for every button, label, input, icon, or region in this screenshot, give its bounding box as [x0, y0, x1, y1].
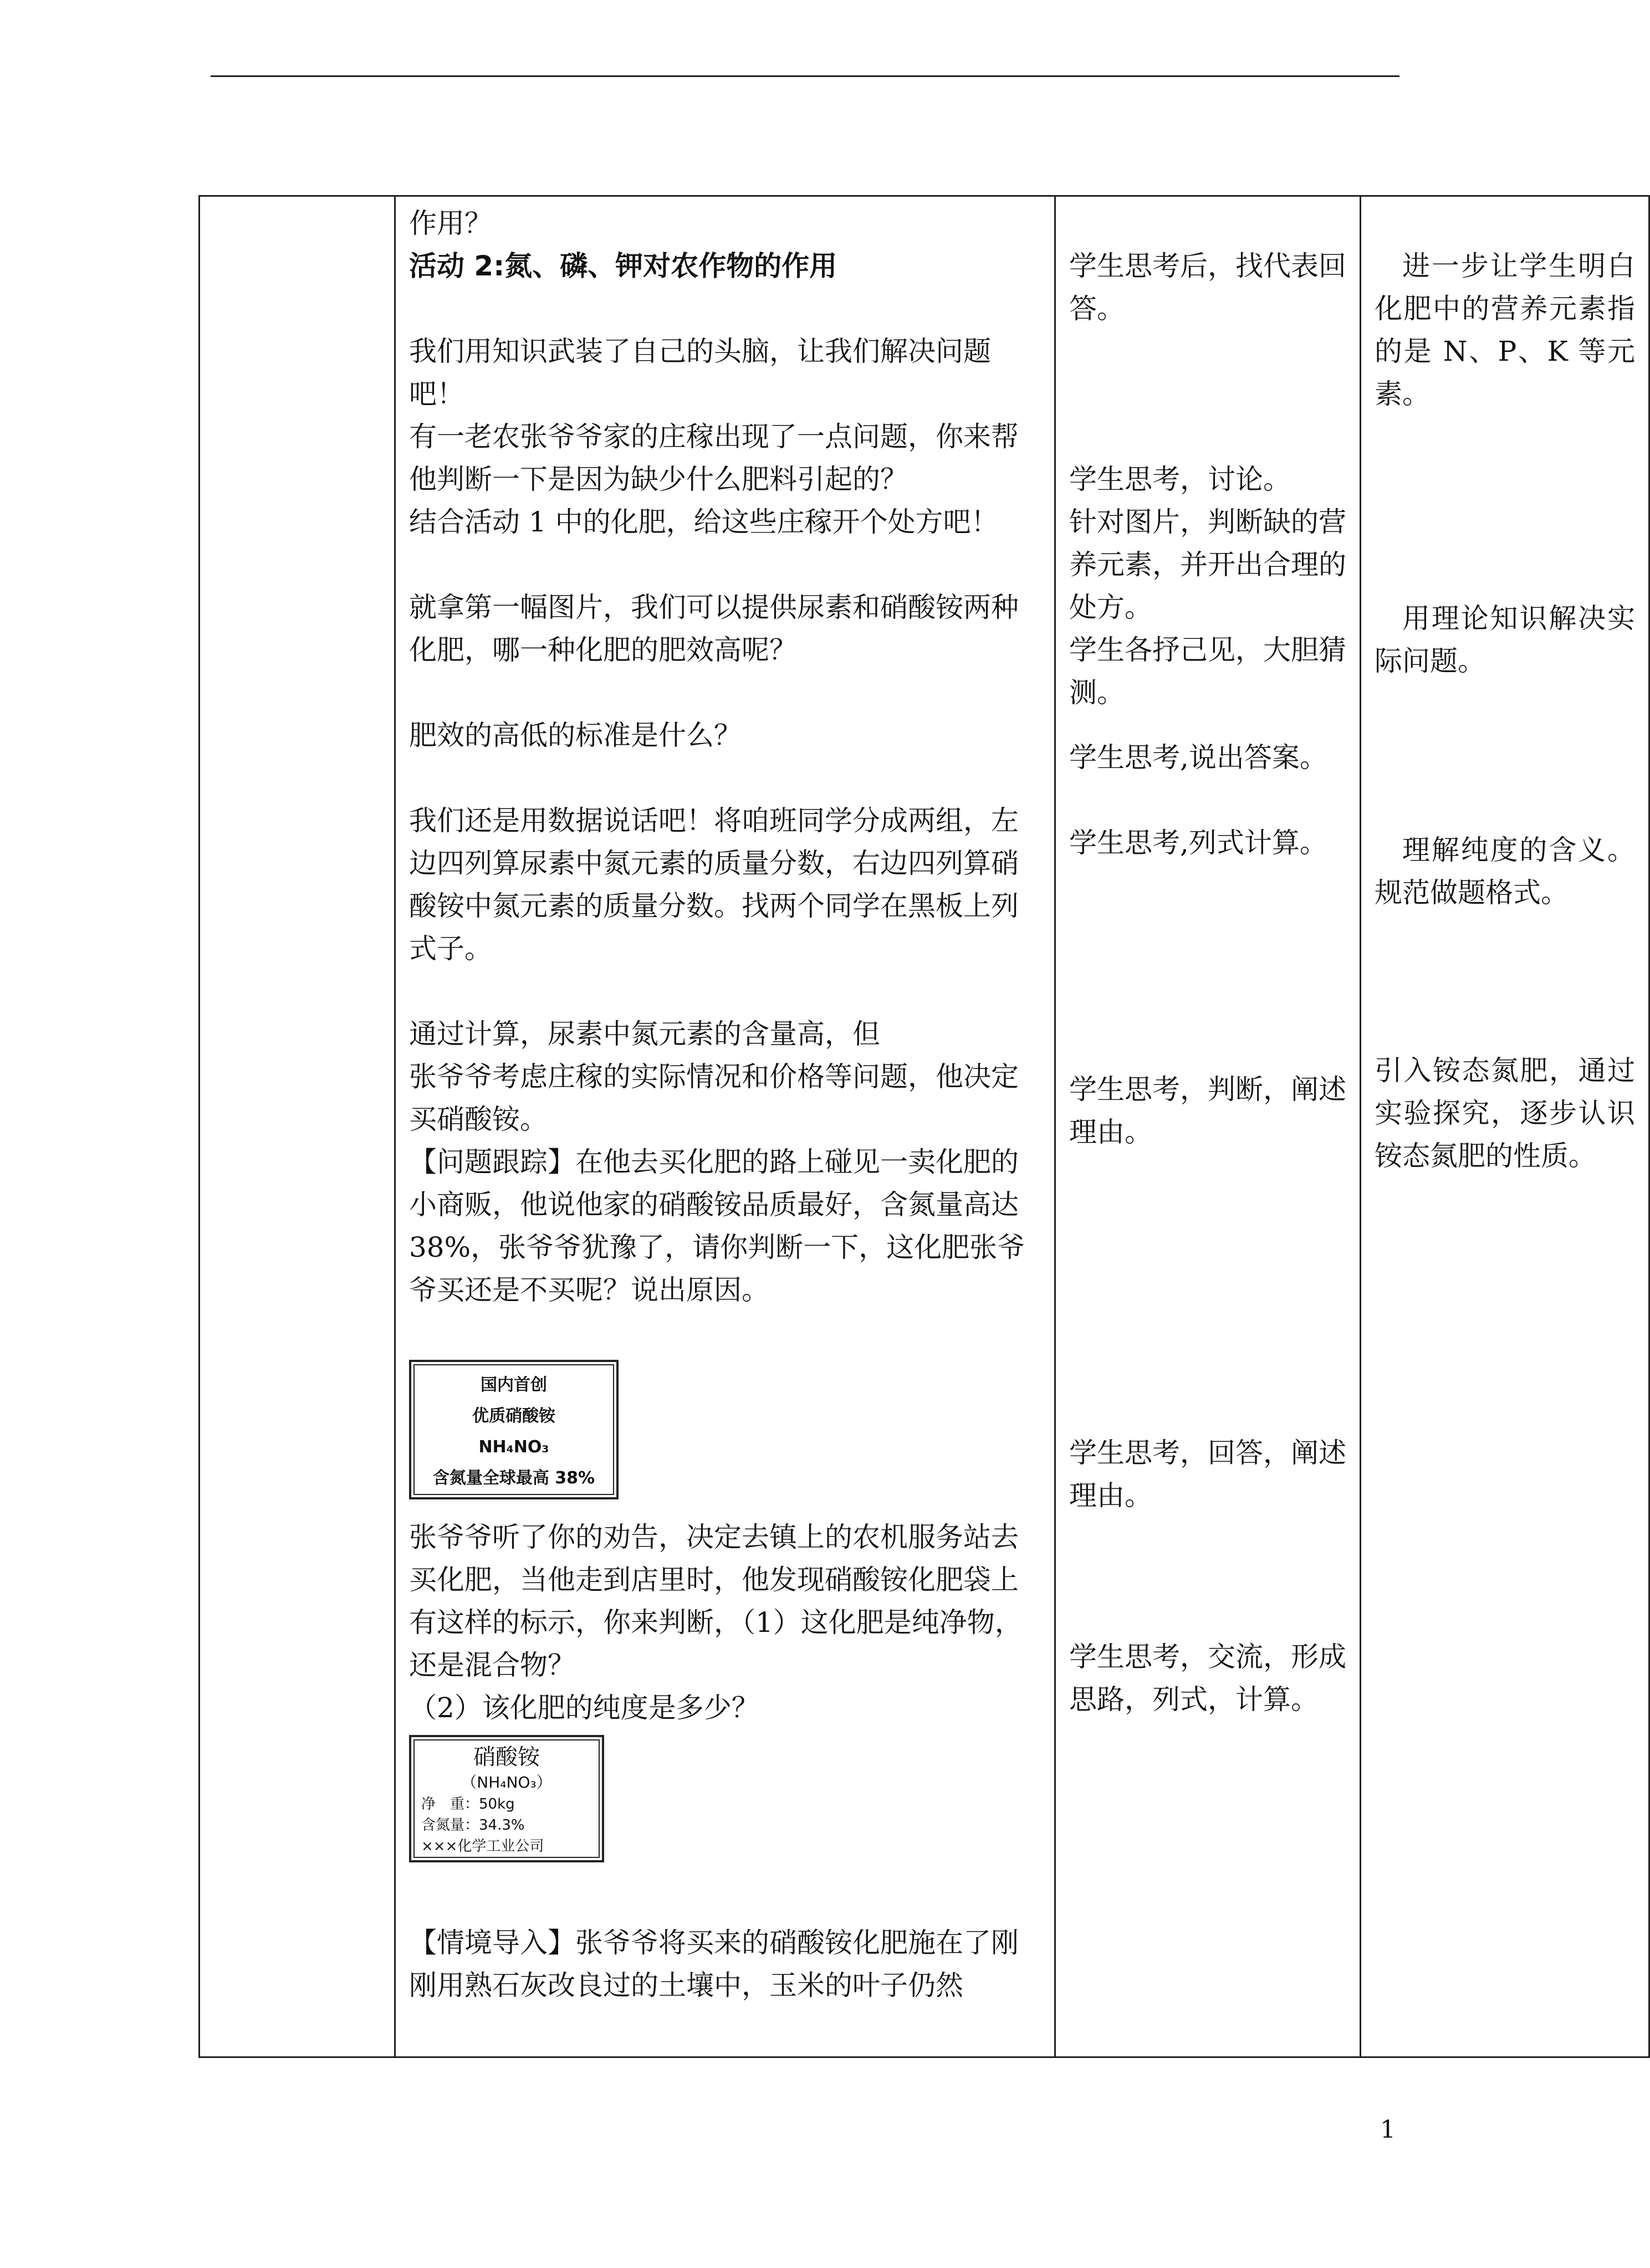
text-line: 通过计算，尿素中氮元素的含量高，但 — [409, 1018, 880, 1050]
activity-heading: 活动 2:氮、磷、钾对农作物的作用 — [409, 250, 837, 282]
text-line: （2）该化肥的纯度是多少？ — [409, 1692, 759, 1724]
student-activity-column — [1055, 196, 1361, 2057]
student-note: 学生思考，回答，阐述理由。 — [1069, 1437, 1346, 1512]
teacher-activity-column — [395, 196, 1055, 2057]
intent-note: 引入铵态氮肥，通过实验探究，逐步认识铵态氮肥的性质。 — [1375, 1054, 1635, 1172]
text-line: 结合活动 1 中的化肥，给这些庄稼开个处方吧！ — [409, 506, 999, 538]
label-company: ×××化学工业公司 — [421, 1838, 544, 1855]
text-line: 有一老农张爷爷家的庄稼出现了一点问题，你来帮他判断一下是因为缺少什么肥料引起的？ — [409, 421, 1019, 495]
student-note: 学生思考后，找代表回答。 — [1069, 250, 1346, 325]
label-weight: 净 重：50kg — [421, 1796, 515, 1813]
label-line: 国内首创 — [481, 1375, 547, 1395]
intent-note: 进一步让学生明白化肥中的营养元素指的是 N、P、K 等元素。 — [1375, 250, 1635, 410]
label-line: 含氮量全球最高 38% — [432, 1468, 595, 1488]
label-nitrogen: 含氮量：34.3% — [421, 1817, 525, 1834]
intent-note: 理解纯度的含义。规范做题格式。 — [1375, 834, 1635, 909]
text-line: 作用？ — [409, 207, 492, 239]
student-note: 针对图片，判断缺的营养元素，并开出合理的处方。 — [1069, 506, 1346, 623]
text-line: 肥效的高低的标准是什么？ — [409, 719, 742, 751]
lesson-plan-table — [198, 195, 1650, 2058]
fake-fertilizer-label — [409, 1360, 619, 1499]
text-line: 张爷爷听了你的劝告，决定去镇上的农机服务站去买化肥，当他走到店里时，他发现硝酸铵化肥袋上有这样的标示，你来判断，（1）这化肥是纯净物，还是混合物？ — [409, 1521, 1023, 1681]
label-formula: （NH₄NO₃） — [461, 1773, 552, 1791]
fertilizer-bag-label — [409, 1735, 604, 1862]
text-line: 我们用知识武装了自己的头脑，让我们解决问题吧！ — [409, 335, 991, 410]
student-note: 学生思考，判断，阐述理由。 — [1069, 1073, 1346, 1148]
student-note: 学生各抒己见，大胆猜测。 — [1069, 634, 1346, 709]
page-number: 1 — [1380, 2116, 1396, 2144]
student-note: 学生思考，交流，形成思路，列式，计算。 — [1069, 1641, 1346, 1716]
student-note: 学生思考,列式计算。 — [1069, 827, 1327, 859]
intent-note: 用理论知识解决实际问题。 — [1375, 602, 1635, 677]
problem-tracking: 【问题跟踪】在他去买化肥的路上碰见一卖化肥的小商贩，他说他家的硝酸铵品质最好，含氮量高达 38%，张爷爷犹豫了，请你判断一下，这化肥张爷爷买还是不买呢？说出原因。 — [409, 1146, 1025, 1306]
stage-column — [200, 196, 395, 2057]
text-line: 张爷爷考虑庄稼的实际情况和价格等问题，他决定买硝酸铵。 — [409, 1061, 1019, 1135]
label-title: 硝酸铵 — [473, 1744, 540, 1770]
text-line: 就拿第一幅图片，我们可以提供尿素和硝酸铵两种化肥，哪一种化肥的肥效高呢？ — [409, 591, 1019, 666]
text-line: 我们还是用数据说话吧！将咱班同学分成两组，左边四列算尿素中氮元素的质量分数，右边四列算硝酸铵中氮元素的质量分数。找两个同学在黑板上列式子。 — [409, 805, 1019, 965]
scenario-intro: 【情境导入】张爷爷将买来的硝酸铵化肥施在了刚刚用熟石灰改良过的土壤中，玉米的叶子仍然 — [409, 1927, 1019, 2001]
student-note: 学生思考，讨论。 — [1069, 463, 1291, 495]
header-rule — [211, 75, 1399, 77]
label-line: NH₄NO₃ — [478, 1437, 549, 1457]
student-note: 学生思考,说出答案。 — [1069, 741, 1327, 774]
label-line: 优质硝酸铵 — [472, 1406, 555, 1426]
design-intent-column — [1361, 196, 1649, 2057]
